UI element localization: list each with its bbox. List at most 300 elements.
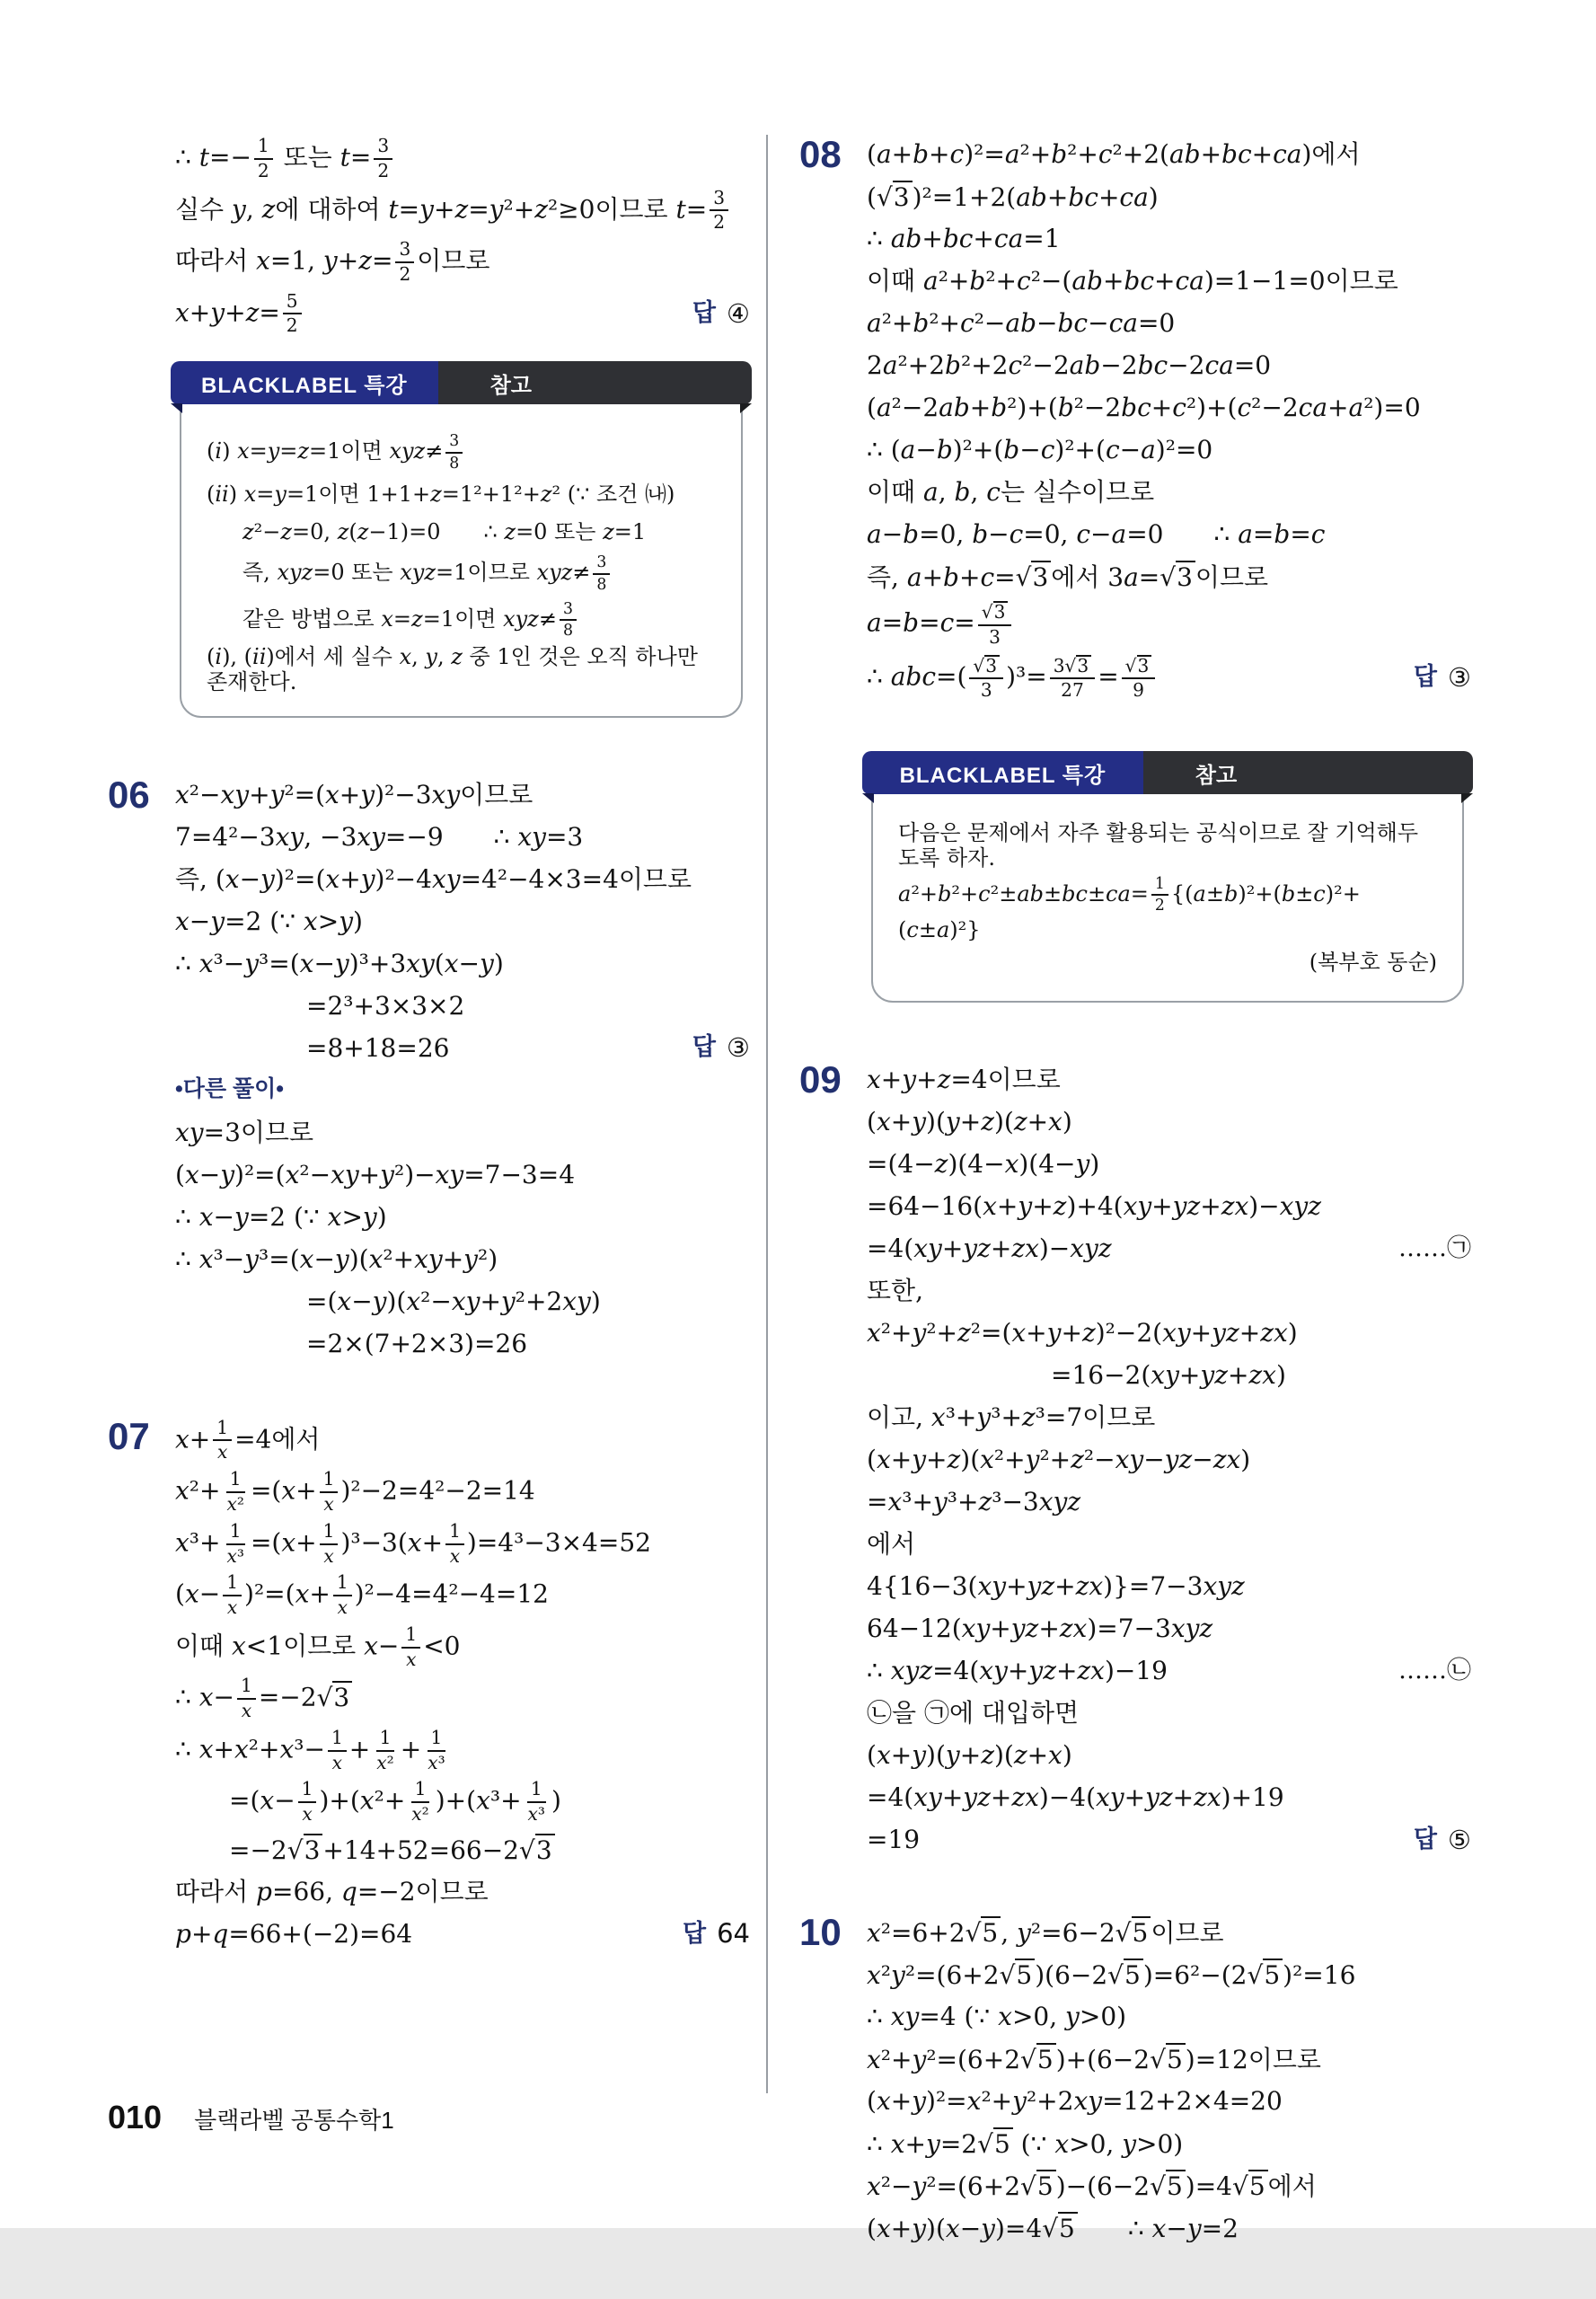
- blacklabel-brand-label: BLACKLABEL 특강: [171, 361, 438, 404]
- fraction-denominator: x²: [411, 1803, 429, 1826]
- radical: √5: [1020, 2170, 1056, 2201]
- math-expression: 실수 y, z에 대하여 t=y+z=y²+z²≥0이므로 t= $\frac{3}{2}$: [175, 186, 731, 236]
- solution-line: [867, 1649, 1471, 1692]
- fraction-denominator: 3: [989, 625, 1001, 648]
- solution-line: [175, 1725, 750, 1777]
- solution-line: [867, 1143, 1471, 1185]
- answer-value: ⑤: [1448, 1824, 1471, 1855]
- fraction: [254, 137, 273, 181]
- math-expression: 따라서 p=66, q=−2이므로: [175, 1876, 489, 1906]
- math-expression: x²−xy+y²=(x+y)²−3xy이므로: [175, 779, 533, 809]
- fraction: [320, 1470, 339, 1515]
- math-expression: a²+b²+c²−ab−bc−ca=0: [867, 307, 1176, 338]
- solution-line: [175, 1322, 750, 1365]
- fraction-denominator: x: [226, 1596, 238, 1619]
- book-title: 블랙라벨 공통수학1: [194, 2107, 394, 2134]
- solution-line: [867, 2122, 1471, 2164]
- radical: √3: [982, 601, 1009, 623]
- math-expression: =8+18=26: [306, 1032, 450, 1063]
- solution-line: [867, 133, 1471, 175]
- math-expression: 이때 a, b, c는 실수이므로: [867, 476, 1155, 507]
- solution-line: [175, 1027, 750, 1069]
- radicand: 5: [993, 2127, 1013, 2159]
- solution-line: [867, 1565, 1471, 1607]
- answer-label: 답: [683, 1919, 707, 1947]
- fraction-denominator: x²: [226, 1492, 244, 1515]
- prev-problem-continuation: [108, 133, 750, 340]
- fraction-denominator: x: [449, 1544, 461, 1567]
- solution-line: [207, 643, 716, 696]
- fraction-numerator: 3: [395, 240, 414, 263]
- fraction-denominator: 2: [713, 211, 726, 234]
- fraction-numerator: 3: [445, 433, 463, 454]
- solution-line: [867, 2080, 1471, 2122]
- radicand: 3: [535, 1834, 555, 1865]
- radicand: 3: [993, 601, 1009, 623]
- fraction-denominator: x: [331, 1751, 343, 1773]
- solution-line: [867, 344, 1471, 386]
- math-expression: 즉, a+b+c=√3 에서 3a=√3 이므로: [867, 561, 1269, 592]
- math-expression: (a²−2ab+b²)+(b²−2bc+c²)+(c²−2ca+a²)=0: [867, 392, 1421, 422]
- answer-badge: [1394, 1825, 1471, 1855]
- fraction-denominator: x: [302, 1803, 313, 1826]
- solution-line: [175, 858, 750, 900]
- fraction-numerator: 1: [237, 1676, 256, 1700]
- solution-line: [867, 471, 1471, 513]
- fraction-denominator: x²: [376, 1751, 394, 1773]
- fraction-numerator: 1: [445, 1522, 464, 1545]
- solution-line: [207, 597, 716, 643]
- solution-line: [175, 133, 750, 185]
- problem-07: [108, 1415, 750, 1955]
- fraction: [328, 1726, 347, 1773]
- fraction-denominator: x: [216, 1441, 228, 1463]
- problem-number: 06: [108, 773, 150, 816]
- radicand: 5: [1015, 1959, 1035, 1990]
- radicand: 3: [304, 1834, 323, 1865]
- radical: √3: [1125, 655, 1152, 676]
- problem-08: [799, 133, 1471, 704]
- solution-line: [867, 1354, 1471, 1396]
- fraction-numerator: 1: [411, 1780, 430, 1803]
- fraction: [298, 1780, 317, 1825]
- answer-value: 64: [717, 1918, 750, 1950]
- fraction: [978, 601, 1012, 648]
- math-expression: =(x− $\frac{1}{x}$ )+(x²+ $\frac{1}{\text{x²}}$ )+(x³+ $\frac{1}{\text{x³}}$ ): [229, 1778, 561, 1826]
- math-expression: p+q=66+(−2)=64: [175, 1918, 413, 1949]
- fraction: [374, 137, 392, 181]
- fraction-numerator: 3: [710, 189, 728, 212]
- math-expression: xy=3이므로: [175, 1117, 314, 1147]
- radical: √3: [1160, 561, 1195, 592]
- fraction: [525, 1780, 549, 1825]
- problem-number: 08: [799, 133, 842, 175]
- math-expression: x−y=2 (∵ x>y): [175, 906, 363, 936]
- math-expression: x+y+z=4이므로: [867, 1065, 1061, 1095]
- blacklabel-content: [207, 429, 716, 696]
- fraction: [373, 1726, 397, 1773]
- math-expression: 또한,: [867, 1276, 923, 1306]
- alt-solution-label: [175, 1069, 750, 1111]
- answer-label: 답: [1413, 1825, 1437, 1852]
- radicand: 5: [1036, 2170, 1056, 2201]
- math-expression: (x+y)(x−y)=4√5 ∴ x−y=2: [867, 2214, 1239, 2244]
- problem-number: 07: [108, 1414, 150, 1457]
- answer-value: ③: [727, 1032, 750, 1064]
- problem-06: [108, 774, 750, 1365]
- solution-line: [867, 1438, 1471, 1481]
- fraction-numerator: 1: [213, 1419, 232, 1442]
- solution-line: [867, 651, 1471, 705]
- math-expression: ∴ xy=4 (∵ x>0, y>0): [867, 2002, 1127, 2032]
- math-expression: ∴ x³−y³=(x−y)³+3xy(x−y): [175, 948, 504, 978]
- math-expression: (x−y)²=(x²−xy+y²)−xy=7−3=4: [175, 1159, 576, 1189]
- problem-10: [799, 1911, 1471, 2249]
- math-expression: (x+y)(y+z)(z+x): [867, 1107, 1072, 1137]
- fraction-denominator: 3: [980, 679, 992, 702]
- solution-line: [867, 1227, 1471, 1269]
- radical: √3: [519, 1834, 555, 1865]
- fraction: [445, 433, 463, 472]
- math-expression: (x+y)(y+z)(z+x): [867, 1740, 1072, 1771]
- fraction: [445, 1519, 464, 1567]
- solution-line: [175, 1196, 750, 1238]
- fraction-numerator: 1: [223, 1573, 242, 1596]
- fraction-numerator: 1: [428, 1729, 446, 1752]
- math-expression: 이때 a²+b²+c²−(ab+bc+ca)=1−1=0이므로: [867, 265, 1398, 296]
- fraction-numerator: [1122, 655, 1156, 680]
- fraction-denominator: 2: [286, 314, 298, 337]
- fraction: [283, 289, 302, 337]
- blacklabel-box-2: [871, 755, 1464, 1003]
- problem-solution-body: [175, 774, 750, 1365]
- radical: √5: [1020, 2043, 1056, 2074]
- fraction-numerator: 1: [376, 1729, 395, 1752]
- solution-line: [175, 774, 750, 816]
- math-expression: ㉡을 ㉠에 대입하면: [867, 1698, 1080, 1729]
- fraction-denominator: x³: [527, 1803, 546, 1826]
- answer-value: ④: [727, 298, 750, 330]
- radical: √3: [287, 1834, 323, 1865]
- solution-line: [175, 1570, 750, 1622]
- radical: √5: [1150, 2170, 1186, 2201]
- math-expression: a−b=0, b−c=0, c−a=0 ∴ a=b=c: [867, 518, 1326, 549]
- solution-line: [175, 1518, 750, 1570]
- solution-line: [175, 816, 750, 858]
- math-expression: =(x−y)(x²−xy+y²+2xy): [306, 1286, 601, 1316]
- page-footer: [108, 2099, 394, 2136]
- solution-line: [898, 872, 1437, 944]
- solution-line: [867, 1692, 1471, 1734]
- math-expression: x+ $\frac{1}{x}$ =4에서: [175, 1416, 321, 1463]
- solution-line: [175, 1280, 750, 1322]
- left-column: [108, 133, 750, 2005]
- math-expression: a²+b²+c²±ab±bc±ca= $\frac{1}{2}$ {(a±b)²+(b±c)²+(c±a)²}: [898, 874, 1361, 942]
- math-expression: 즉, xyz=0 또는 xyz=1이므로 xyz≠ $\frac{3}{8}$: [242, 552, 613, 596]
- radicand: 5: [1263, 1959, 1283, 1990]
- radicand: 5: [1248, 2170, 1268, 2201]
- solution-line: [175, 185, 750, 237]
- page-number: 010: [108, 2099, 163, 2135]
- math-expression: ∴ x³−y³=(x−y)(x²+xy+y²): [175, 1243, 498, 1274]
- solution-line: [867, 1953, 1471, 1995]
- problem-solution-body: [867, 1058, 1471, 1861]
- solution-line: [175, 1466, 750, 1518]
- answer-badge: [673, 1032, 750, 1063]
- radicand: 5: [1132, 1916, 1151, 1948]
- fraction-numerator: 1: [226, 1470, 245, 1493]
- solution-line: [867, 2206, 1471, 2249]
- math-expression: 2a²+2b²+2c²−2ab−2bc−2ca=0: [867, 349, 1272, 380]
- solution-line: [175, 236, 750, 288]
- math-expression: 64−12(xy+yz+zx)=7−3xyz: [867, 1614, 1213, 1644]
- fraction-denominator: x³: [428, 1751, 445, 1773]
- solution-line: [867, 1818, 1471, 1861]
- answer-label: 답: [692, 1033, 716, 1061]
- fraction-numerator: 3: [374, 137, 392, 160]
- solution-line: [867, 1734, 1471, 1776]
- math-expression: (a+b+c)²=a²+b²+c²+2(ab+bc+ca)에서: [867, 138, 1361, 169]
- fraction-denominator: x: [323, 1492, 334, 1515]
- fraction-numerator: [969, 655, 1003, 680]
- answer-label: 답: [1413, 663, 1437, 691]
- fraction: [395, 240, 414, 285]
- radical: √5: [1247, 1959, 1283, 1990]
- fraction-numerator: 1: [320, 1470, 339, 1493]
- fraction-numerator: 1: [333, 1573, 352, 1596]
- radicand: 3: [893, 181, 913, 212]
- solution-line: [175, 1776, 750, 1828]
- math-expression: =−2√3 +14+52=66−2√3: [229, 1834, 555, 1865]
- fraction: [223, 1573, 242, 1618]
- fraction-numerator: 3: [560, 601, 577, 622]
- solution-line: [867, 1269, 1471, 1312]
- solution-line: [175, 942, 750, 985]
- math-expression: 7=4²−3xy, −3xy=−9 ∴ xy=3: [175, 821, 584, 852]
- fraction-denominator: 2: [377, 159, 390, 181]
- math-expression: z²−z=0, z(z−1)=0 ∴ z=0 또는 z=1: [242, 519, 647, 545]
- solution-line: [898, 819, 1437, 872]
- fraction: [710, 186, 728, 234]
- math-expression: x³+ $\frac{1}{\text{x³}}$ =(x+ $\frac{1}{x}$ )³−3(x+ $\frac{1}{x}$ )=4³−3×4=52: [175, 1519, 651, 1567]
- fraction-denominator: 8: [562, 622, 573, 641]
- answer-value: ③: [1448, 662, 1471, 694]
- math-expression: =2³+3×3×2: [306, 990, 465, 1021]
- radical: √3: [973, 655, 1000, 676]
- answer-label: 답: [692, 299, 716, 327]
- math-expression: (x− $\frac{1}{x}$ )²=(x+ $\frac{1}{x}$ )²−4=4²−4=12: [175, 1571, 549, 1619]
- radicand: 3: [332, 1681, 352, 1712]
- fraction-numerator: 1: [328, 1729, 347, 1752]
- fraction: [424, 1726, 448, 1773]
- solution-line: [175, 1913, 750, 1955]
- solution-line: [867, 1185, 1471, 1227]
- solution-line: [207, 551, 716, 597]
- radicand: 5: [1058, 2212, 1078, 2243]
- fraction-numerator: 1: [1151, 876, 1168, 897]
- fraction-denominator: 8: [449, 454, 460, 473]
- math-expression: (i), (ii)에서 세 실수 x, y, z 중 1인 것은 오직 하나만 존재한다.: [207, 644, 698, 695]
- fraction: [320, 1519, 339, 1567]
- fraction-numerator: 1: [298, 1780, 317, 1803]
- math-expression: ∴ (a−b)²+(b−c)²+(c−a)²=0: [867, 434, 1213, 464]
- radicand: 3: [1031, 561, 1051, 592]
- fraction-denominator: 2: [399, 262, 411, 285]
- solution-line: [867, 513, 1471, 555]
- radicand: 5: [981, 1916, 1001, 1948]
- fraction-numerator: 1: [226, 1522, 245, 1545]
- fraction-denominator: x: [406, 1648, 417, 1670]
- answer-badge: [1394, 662, 1471, 693]
- radical: √3: [1065, 655, 1092, 676]
- solution-line: [175, 1111, 750, 1154]
- radicand: 3: [1076, 655, 1091, 676]
- math-expression: ∴ x−y=2 (∵ x>y): [175, 1201, 387, 1232]
- math-expression: (x+y)²=x²+y²+2xy=12+2×4=20: [867, 2086, 1283, 2117]
- reference-mark: ……㉠: [1398, 1234, 1471, 1262]
- math-expression: =2×(7+2×3)=26: [306, 1328, 528, 1358]
- math-expression: =4(xy+yz+zx)−xyz: [867, 1234, 1112, 1264]
- reference-mark: ……㉡: [1398, 1656, 1471, 1684]
- solution-line: [867, 217, 1471, 260]
- fraction: [1122, 655, 1156, 702]
- fraction-denominator: 27: [1061, 679, 1084, 702]
- solution-line: [207, 429, 716, 475]
- solution-line: [175, 1154, 750, 1196]
- math-expression: =x³+y³+z³−3xyz: [867, 1487, 1081, 1517]
- math-expression: 다음은 문제에서 자주 활용되는 공식이므로 잘 기억해두도록 하자.: [898, 820, 1419, 871]
- blacklabel-box-1: [180, 365, 743, 718]
- fraction-numerator: 3: [593, 554, 610, 575]
- answer-badge: [663, 1918, 750, 1949]
- math-expression: 에서: [867, 1529, 916, 1560]
- radical: √5: [1042, 2212, 1078, 2243]
- answer-badge: [673, 298, 750, 329]
- fraction-numerator: 1: [527, 1780, 546, 1803]
- solution-line: [867, 1607, 1471, 1649]
- math-expression: (x+y+z)(x²+y²+z²−xy−yz−zx): [867, 1445, 1251, 1475]
- fraction: [560, 601, 577, 640]
- fraction-denominator: 2: [257, 159, 269, 181]
- math-expression: x²=6+2√5 , y²=6−2√5 이므로: [867, 1918, 1224, 1949]
- math-expression: x²+y²=(6+2√5 )+(6−2√5 )=12이므로: [867, 2045, 1321, 2075]
- solution-line: [867, 175, 1471, 217]
- fraction: [237, 1676, 256, 1721]
- solution-line: [175, 1870, 750, 1913]
- fraction-numerator: 3√3: [1050, 655, 1096, 680]
- fraction-numerator: 1: [401, 1625, 420, 1649]
- math-expression: ∴ x+y=2√5 (∵ x>0, y>0): [867, 2129, 1184, 2160]
- fraction: [213, 1416, 232, 1463]
- math-expression: ∴ x− $\frac{1}{x}$ =−2√3: [175, 1674, 352, 1724]
- radical: √5: [977, 2127, 1013, 2159]
- math-expression: (i) x=y=z=1이면 xyz≠ $\frac{3}{8}$: [207, 430, 465, 474]
- solution-line: [175, 985, 750, 1027]
- solution-line: [867, 260, 1471, 302]
- solution-line: [207, 475, 716, 513]
- blacklabel-tag-label: 참고: [438, 361, 752, 404]
- fraction: [401, 1625, 420, 1670]
- math-expression: =4(xy+yz+zx)−4(xy+yz+zx)+19: [867, 1782, 1284, 1813]
- solution-line: [867, 1396, 1471, 1438]
- math-expression: a=b=c= $\frac{√3}{3}$: [867, 598, 1014, 650]
- radicand: 5: [1124, 1959, 1143, 1990]
- radical: √5: [1150, 2043, 1186, 2074]
- blacklabel-content: [898, 819, 1437, 981]
- problem-solution-body: [175, 1415, 750, 1955]
- radical: √5: [1115, 1916, 1151, 1948]
- math-expression: ∴ xyz=4(xy+yz+zx)−19: [867, 1656, 1168, 1686]
- solution-line: [867, 1911, 1471, 1953]
- math-expression: ∴ ab+bc+ca=1: [867, 223, 1061, 253]
- blacklabel-tag-label: 참고: [1143, 751, 1473, 794]
- fraction-denominator: x: [241, 1700, 252, 1722]
- fraction-denominator: 9: [1133, 679, 1144, 702]
- problem-solution-body: [867, 133, 1471, 704]
- radical: √5: [1107, 1959, 1143, 1990]
- problem-solution-body: [867, 1911, 1471, 2249]
- fraction: [1151, 876, 1168, 915]
- solution-line: [867, 1523, 1471, 1565]
- solution-line: [867, 2164, 1471, 2206]
- column-divider: [766, 135, 768, 2093]
- blacklabel-brand-label: BLACKLABEL 특강: [862, 751, 1143, 794]
- fraction: [969, 655, 1003, 702]
- fraction: [223, 1470, 247, 1515]
- solution-line: [867, 429, 1471, 471]
- math-expression: x²+y²+z²=(x+y+z)²−2(xy+yz+zx): [867, 1318, 1298, 1348]
- radical: √3: [1016, 561, 1052, 592]
- right-column: [799, 133, 1471, 2299]
- fraction-denominator: x³: [226, 1544, 244, 1567]
- math-expression: =19: [867, 1825, 921, 1855]
- solution-line: [867, 2038, 1471, 2080]
- solution-line: [867, 555, 1471, 597]
- solution-line: [867, 386, 1471, 429]
- radical: √3: [317, 1681, 353, 1712]
- math-expression: •다른 풀이•: [175, 1076, 285, 1102]
- solution-line: [867, 1776, 1471, 1818]
- math-expression: =(4−z)(4−x)(4−y): [867, 1149, 1100, 1180]
- blacklabel-ribbon: [171, 361, 752, 404]
- math-expression: 따라서 x=1, y+z= $\frac{3}{2}$ 이므로: [175, 238, 490, 285]
- math-expression: 같은 방법으로 x=z=1이면 xyz≠ $\frac{3}{8}$: [242, 598, 579, 642]
- math-expression: 즉, (x−y)²=(x+y)²−4xy=4²−4×3=4이므로: [175, 863, 692, 894]
- fraction-denominator: 8: [596, 576, 607, 595]
- fraction: [1050, 655, 1096, 702]
- solution-line: [175, 1828, 750, 1870]
- math-expression: (ii) x=y=1이면 1+1+z=1²+1²+z² (∵ 조건 ㈏): [207, 482, 675, 508]
- solution-line: [867, 1481, 1471, 1523]
- solution-line: [175, 288, 750, 340]
- math-expression: ∴ abc=( $\frac{√3}{3}$ )³= $\frac{3√3}{27}$ = $\frac{√3}{9}$: [867, 652, 1158, 704]
- fraction-denominator: x: [323, 1544, 334, 1567]
- math-expression: 4{16−3(xy+yz+zx)}=7−3xyz: [867, 1571, 1245, 1602]
- fraction-numerator: 1: [320, 1522, 339, 1545]
- math-expression: x²y²=(6+2√5 )(6−2√5 )=6²−(2√5 )²=16: [867, 1960, 1356, 1991]
- solution-line: [867, 1058, 1471, 1101]
- fraction-numerator: 1: [254, 137, 273, 160]
- solution-line: [175, 1415, 750, 1467]
- blacklabel-ribbon: [862, 751, 1473, 794]
- math-expression: 이때 x<1이므로 x− $\frac{1}{x}$ <0: [175, 1623, 461, 1670]
- math-expression: =64−16(x+y+z)+4(xy+yz+zx)−xyz: [867, 1191, 1321, 1222]
- solution-line: [898, 943, 1437, 981]
- math-expression: x²−y²=(6+2√5 )−(6−2√5 )=4√5 에서: [867, 2171, 1317, 2202]
- fraction-denominator: 2: [1154, 897, 1165, 915]
- math-expression: (√3 )²=1+2(ab+bc+ca): [867, 181, 1159, 212]
- solution-line: [175, 1622, 750, 1674]
